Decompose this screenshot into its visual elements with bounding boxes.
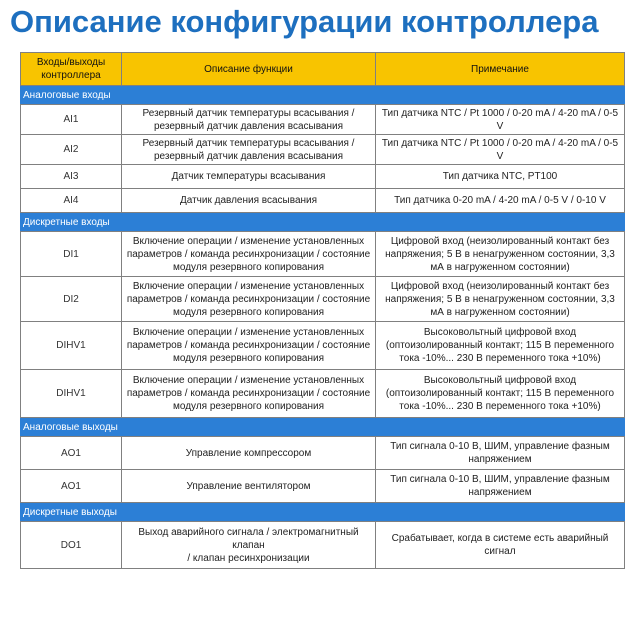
table-row: [21, 522, 625, 569]
note: Высоковольтный цифровой вход (оптоизолированный контакт; 115 В переменного тока -10%... 230 В переменного тока +10%): [376, 370, 625, 418]
function-description: Резервный датчик температуры всасывания / резервный датчик давления всасывания: [122, 135, 376, 165]
io-code: AI2: [21, 135, 122, 165]
table-row: [21, 232, 625, 277]
io-code: AI1: [21, 105, 122, 135]
function-description: Включение операции / изменение установленных параметров / команда ресинхронизации / состояние модуля резервного копирования: [122, 232, 376, 277]
controller-config-table: [20, 52, 625, 569]
function-description: Управление вентилятором: [122, 470, 376, 503]
function-description: [122, 522, 376, 569]
io-code: AO1: [21, 470, 122, 503]
table-header-row: [21, 53, 625, 86]
description-line: / клапан ресинхронизации: [187, 552, 310, 564]
note: Срабатывает, когда в системе есть аварийный сигнал: [376, 522, 625, 569]
io-code: DIHV1: [21, 370, 122, 418]
function-description: Включение операции / изменение установленных параметров / команда ресинхронизации / состояние модуля резервного копирования: [122, 370, 376, 418]
header-note: Примечание: [376, 53, 625, 86]
io-code: DI2: [21, 277, 122, 322]
table-row: [21, 189, 625, 213]
table-row: [21, 135, 625, 165]
section-row-digital-outputs: [21, 503, 625, 522]
section-row-digital-inputs: [21, 213, 625, 232]
function-description: Включение операции / изменение установленных параметров / команда ресинхронизации / состояние модуля резервного копирования: [122, 322, 376, 370]
function-description: Управление компрессором: [122, 437, 376, 470]
section-row-analog-inputs: [21, 86, 625, 105]
io-code: AI3: [21, 165, 122, 189]
note: Тип сигнала 0-10 В, ШИМ, управление фазным напряжением: [376, 437, 625, 470]
table-row: [21, 105, 625, 135]
note: Тип датчика 0-20 mA / 4-20 mA / 0-5 V / 0-10 V: [376, 189, 625, 213]
header-io: Входы/выходы контроллера: [21, 53, 122, 86]
table-row: [21, 277, 625, 322]
function-description: Включение операции / изменение установленных параметров / команда ресинхронизации / состояние модуля резервного копирования: [122, 277, 376, 322]
description-line: Выход аварийного сигнала / электромагнитный клапан: [138, 526, 359, 551]
note: Тип датчика NTC, PT100: [376, 165, 625, 189]
note: Цифровой вход (неизолированный контакт без напряжения; 5 В в ненагруженном состоянии, 3,3 мА в нагруженном состоянии): [376, 277, 625, 322]
note: Тип датчика NTC / Pt 1000 / 0-20 mA / 4-20 mA / 0-5 V: [376, 135, 625, 165]
section-title: Аналоговые выходы: [21, 418, 625, 437]
io-code: AI4: [21, 189, 122, 213]
header-function: Описание функции: [122, 53, 376, 86]
table-row: [21, 370, 625, 418]
table-row: [21, 322, 625, 370]
function-description: Датчик температуры всасывания: [122, 165, 376, 189]
io-code: AO1: [21, 437, 122, 470]
section-row-analog-outputs: [21, 418, 625, 437]
io-code: DI1: [21, 232, 122, 277]
table-row: [21, 470, 625, 503]
function-description: Резервный датчик температуры всасывания / резервный датчик давления всасывания: [122, 105, 376, 135]
table-row: [21, 437, 625, 470]
table-row: [21, 165, 625, 189]
page-title: Описание конфигурации контроллера: [10, 4, 599, 39]
note: Тип датчика NTC / Pt 1000 / 0-20 mA / 4-20 mA / 0-5 V: [376, 105, 625, 135]
section-title: Аналоговые входы: [21, 86, 625, 105]
note: Цифровой вход (неизолированный контакт без напряжения; 5 В в ненагруженном состоянии, 3,3 мА в нагруженном состоянии): [376, 232, 625, 277]
io-code: DIHV1: [21, 322, 122, 370]
section-title: Дискретные выходы: [21, 503, 625, 522]
note: Высоковольтный цифровой вход (оптоизолированный контакт; 115 В переменного тока -10%... 230 В переменного тока +10%): [376, 322, 625, 370]
section-title: Дискретные входы: [21, 213, 625, 232]
note: Тип сигнала 0-10 В, ШИМ, управление фазным напряжением: [376, 470, 625, 503]
function-description: Датчик давления всасывания: [122, 189, 376, 213]
io-code: DO1: [21, 522, 122, 569]
